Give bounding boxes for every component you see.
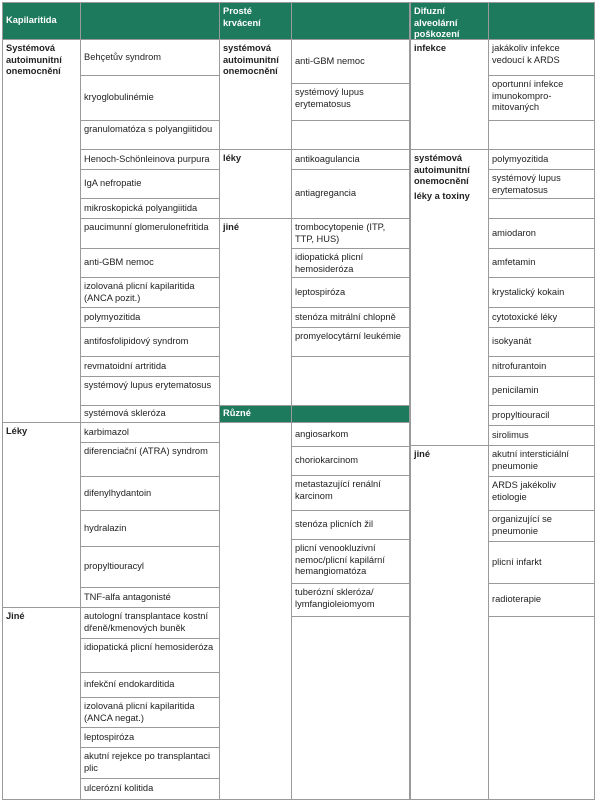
- list-item: [80, 510, 220, 547]
- item-text: difenylhydantoin: [84, 487, 152, 498]
- item-text: stenóza plicních žil: [295, 519, 374, 530]
- item-text: izolovaná plicní kapilaritida (ANCA negat.): [84, 701, 195, 723]
- item-text: choriokarcinom: [295, 455, 359, 466]
- list-item: [488, 75, 595, 121]
- empty-cell: [291, 120, 410, 150]
- list-item: [80, 198, 220, 219]
- list-item: [488, 476, 595, 511]
- item-text: hydralazin: [84, 522, 127, 533]
- item-text: isokyanát: [492, 336, 532, 347]
- list-item: [291, 307, 410, 328]
- item-text: akutní rejekce po transplantaci plic: [84, 751, 211, 773]
- list-item: [291, 169, 410, 219]
- item-text: penicilamin: [492, 385, 539, 396]
- item-text: leptospiróza: [295, 286, 346, 297]
- item-text: systémový lupus erytematosus: [84, 380, 212, 390]
- list-item: [80, 607, 220, 639]
- list-item: [488, 425, 595, 446]
- list-item: [80, 327, 220, 357]
- list-item: [291, 475, 410, 511]
- item-text: oportunní infekce imunokompro-mitovaných: [492, 79, 564, 113]
- list-item: [80, 672, 220, 698]
- header-difuzni-filler: [488, 2, 595, 40]
- group-label-text: systémová autoimunitní onemocnění: [223, 43, 279, 77]
- group-label-text: jiné: [414, 449, 431, 459]
- list-item: [80, 422, 220, 443]
- list-item: [488, 327, 595, 357]
- item-text: radioterapie: [492, 594, 542, 605]
- header-kapilaritida: [2, 2, 81, 40]
- list-item: [80, 218, 220, 249]
- item-text: granulomatóza s polyangiitidou: [84, 124, 213, 134]
- list-item: [80, 307, 220, 328]
- list-item: [488, 277, 595, 308]
- item-text: mikroskopická polyangiitida: [84, 202, 198, 213]
- list-item: [80, 149, 220, 170]
- item-text: sirolimus: [492, 429, 529, 440]
- list-item: [488, 307, 595, 328]
- list-item: [488, 405, 595, 426]
- item-text: trombocytopenie (ITP, TTP, HUS): [295, 222, 386, 244]
- list-item: [80, 727, 220, 748]
- item-text: karbimazol: [84, 426, 129, 437]
- item-text: krystalický kokain: [492, 286, 565, 297]
- header-proste-krvaceni-label: Prosté krvácení: [223, 6, 261, 28]
- section-header-ruzne: [219, 405, 292, 423]
- item-text: propyltiouracil: [492, 409, 550, 420]
- list-item: [80, 778, 220, 800]
- item-text: systémový lupus erytematosus: [492, 173, 561, 195]
- list-item: [488, 356, 595, 377]
- list-item: [80, 376, 220, 406]
- group-label-text: infekce: [414, 43, 447, 53]
- item-text: IgA nefropatie: [84, 178, 142, 189]
- item-text: plicní infarkt: [492, 556, 542, 567]
- item-text: propyltiouracyl: [84, 561, 144, 572]
- list-item: [291, 446, 410, 476]
- item-text: amiodaron: [492, 227, 536, 238]
- group-label-text: léky a toxiny: [414, 190, 470, 201]
- section-header-ruzne-filler: [291, 405, 410, 423]
- list-item: [80, 546, 220, 588]
- header-proste-krvaceni-filler: [291, 2, 410, 40]
- list-item: [80, 697, 220, 728]
- item-text: ARDS jakékoliv etiologie: [492, 480, 557, 502]
- group-label-systemova-leky: [410, 149, 489, 446]
- item-text: amfetamin: [492, 257, 536, 268]
- group-label-jine: [219, 218, 292, 406]
- item-text: stenóza mitrální chlopně: [295, 311, 396, 322]
- item-text: ulcerózní kolitida: [84, 783, 154, 794]
- group-label-leky: [2, 422, 81, 608]
- list-item: [488, 510, 595, 542]
- list-item: [80, 442, 220, 477]
- list-item: [80, 75, 220, 121]
- list-item: [291, 248, 410, 278]
- item-text: autologní transplantace kostní dřeně/kmenových buněk: [84, 611, 209, 633]
- empty-cell: [291, 356, 410, 406]
- group-label-systemova-autoimunitni: [219, 39, 292, 150]
- group-label-text: systémová autoimunitní onemocnění: [414, 153, 470, 187]
- header-difuzni-alveolarni: [410, 2, 489, 40]
- group-label-text: Systémová autoimunitní onemocnění: [6, 43, 62, 77]
- item-text: tuberózní skleróza/ lymfangioleiomyom: [295, 587, 375, 609]
- empty-cell: [488, 198, 595, 219]
- list-item: [488, 445, 595, 477]
- group-label-text: jiné: [223, 222, 240, 232]
- list-item: [80, 476, 220, 511]
- item-text: idiopatická plicní hemosideróza: [295, 252, 364, 274]
- list-item: [291, 39, 410, 84]
- item-text: kryoglobulinémie: [84, 92, 154, 103]
- list-item: [80, 39, 220, 76]
- list-item: [488, 149, 595, 170]
- group-label-text: Jiné: [6, 611, 25, 621]
- item-text: cytotoxické léky: [492, 311, 558, 322]
- list-item: [488, 218, 595, 249]
- list-item: [80, 587, 220, 608]
- list-item: [291, 149, 410, 170]
- item-text: systémový lupus erytematosus: [295, 87, 364, 109]
- item-text: izolovaná plicní kapilaritida (ANCA pozit.): [84, 281, 195, 303]
- empty-cell: [291, 616, 410, 800]
- item-text: diferenciační (ATRA) syndrom: [84, 446, 208, 456]
- item-text: polymyozitida: [84, 311, 141, 322]
- list-item: [291, 327, 410, 357]
- group-label-leky: [219, 149, 292, 219]
- section-header-ruzne-label: Různé: [223, 408, 251, 419]
- item-text: anti-GBM nemoc: [295, 55, 365, 66]
- header-difuzni-alveolarni-label: Difuzní alveolární poškození: [414, 6, 460, 40]
- list-item: [291, 539, 410, 584]
- item-text: organizující se pneumonie: [492, 514, 552, 536]
- item-text: TNF-alfa antagonisté: [84, 591, 171, 602]
- item-text: plicní venookluzivní nemoc/plicní kapilární hemangiomatóza: [295, 543, 385, 577]
- list-item: [488, 39, 595, 76]
- list-item: [291, 277, 410, 308]
- list-item: [488, 541, 595, 584]
- list-item: [80, 638, 220, 673]
- header-proste-krvaceni: [219, 2, 292, 40]
- list-item: [291, 583, 410, 617]
- item-text: Henoch-Schönleinova purpura: [84, 153, 210, 164]
- list-item: [80, 405, 220, 423]
- empty-cell: [219, 422, 292, 800]
- item-text: antiagregancia: [295, 188, 356, 199]
- item-text: akutní intersticiální pneumonie: [492, 449, 569, 471]
- item-text: antifosfolipidový syndrom: [84, 336, 189, 347]
- list-item: [80, 747, 220, 779]
- group-label-text: Léky: [6, 426, 28, 436]
- list-item: [80, 169, 220, 199]
- item-text: promyelocytární leukémie: [295, 331, 401, 341]
- list-item: [291, 218, 410, 249]
- list-item: [488, 248, 595, 278]
- list-item: [291, 510, 410, 540]
- item-text: leptospiróza: [84, 731, 135, 742]
- item-text: polymyozitida: [492, 153, 549, 164]
- list-item: [488, 169, 595, 199]
- header-kapilaritida-label: Kapilaritida: [6, 15, 57, 26]
- item-text: angiosarkom: [295, 428, 349, 439]
- header-kapilaritida-filler: [80, 2, 220, 40]
- group-label-infekce: [410, 39, 489, 150]
- item-text: metastazující renální karcinom: [295, 479, 381, 501]
- list-item: [80, 120, 220, 150]
- empty-cell: [488, 616, 595, 800]
- item-text: anti-GBM nemoc: [84, 257, 154, 268]
- list-item: [80, 248, 220, 278]
- group-label-systemova-autoimunitni: [2, 39, 81, 423]
- item-text: revmatoidní artritida: [84, 360, 167, 371]
- item-text: jakákoliv infekce vedoucí k ARDS: [492, 43, 560, 65]
- list-item: [488, 376, 595, 406]
- list-item: [291, 83, 410, 121]
- list-item: [291, 422, 410, 447]
- item-text: paucimunní glomerulonefritida: [84, 222, 209, 232]
- empty-cell: [488, 120, 595, 150]
- group-label-text: léky: [223, 153, 242, 163]
- list-item: [80, 356, 220, 377]
- group-label-jine: [410, 445, 489, 800]
- item-text: nitrofurantoin: [492, 360, 547, 371]
- group-label-jine: [2, 607, 81, 800]
- item-text: antikoagulancia: [295, 153, 360, 164]
- item-text: infekční endokarditida: [84, 679, 175, 690]
- item-text: idiopatická plicní hemosideróza: [84, 642, 214, 652]
- list-item: [488, 583, 595, 617]
- list-item: [80, 277, 220, 308]
- item-text: systémová skleróza: [84, 408, 166, 419]
- item-text: Behçetův syndrom: [84, 51, 161, 62]
